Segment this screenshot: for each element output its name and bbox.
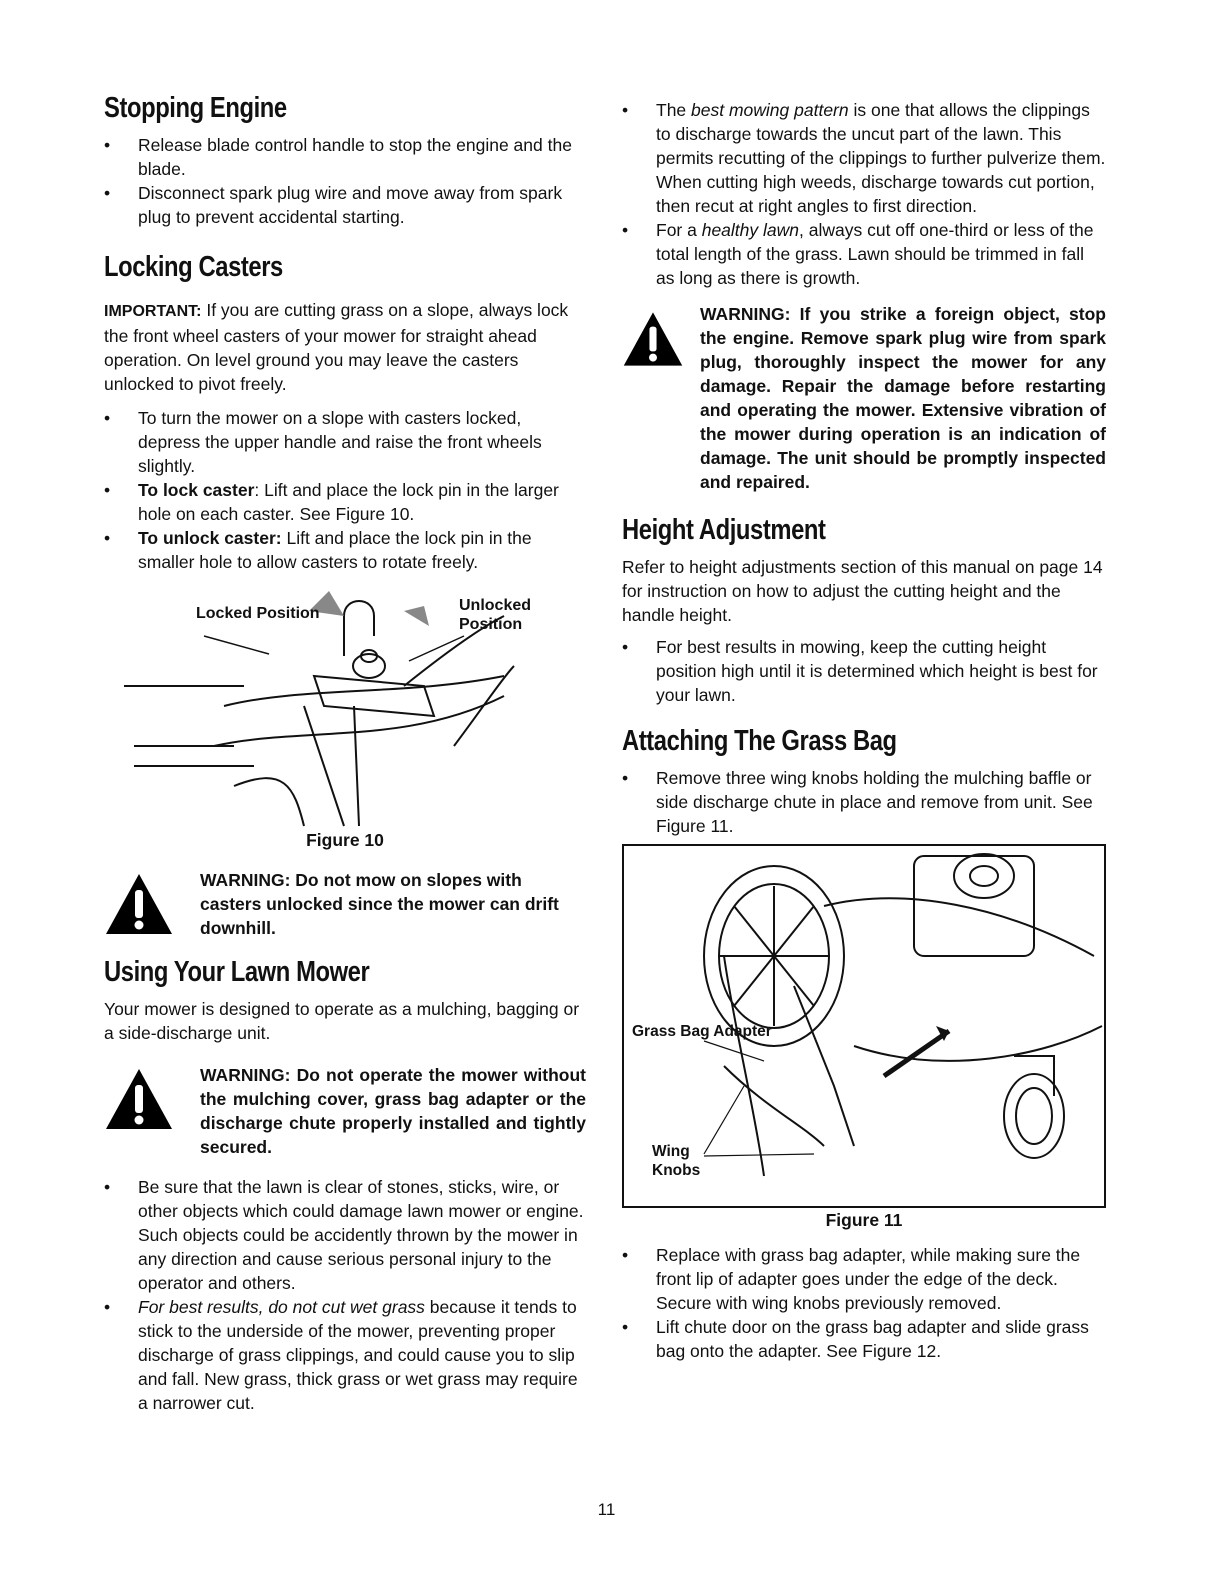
warning-mulching-cover: WARNING: Do not operate the mower without the mulching cover, grass bag adapter or the discharge chute properly installed and tightly secured. [104,1063,586,1159]
list-item: • To lock caster: Lift and place the lock pin in the larger hole on each caster. See Figure 10. [104,480,559,524]
section-title-using-mower: Using Your Lawn Mower [104,956,370,988]
list-item: • To turn the mower on a slope with casters locked, depress the upper handle and raise the front wheels slightly. [104,408,542,476]
list-item: • Disconnect spark plug wire and move away from spark plug to prevent accidental starting. [104,183,563,227]
right-column [622,98,1106,1363]
section-title-stopping-engine: Stopping Engine [104,92,287,124]
list-item: • To unlock caster: Lift and place the lock pin in the smaller hole to allow casters to rotate freely. [104,528,532,572]
warning-triangle-icon [622,310,684,368]
section-title-locking-casters: Locking Casters [104,251,283,283]
list-item: • Replace with grass bag adapter, while making sure the front lip of adapter goes under the edge of the deck. Secure with wing knobs previously removed. [622,1245,1081,1313]
list-item: • The best mowing pattern is one that allows the clippings to discharge towards the uncut part of the lawn. This permits recutting of the clippings to further pulverize them. When cutting high weeds, discharge towards cut portion, then recut at right angles to first direction. [622,100,1106,216]
left-column [104,92,586,1415]
important-paragraph: IMPORTANT: If you are cutting grass on a slope, always lock the front wheel casters of your mower for straight ahead operation. On level ground you may leave the casters unlocked to pivot freely. [104,300,569,394]
using-list [104,1175,586,1415]
mowing-list [622,98,1106,290]
locked-position-label: Locked Position [196,605,320,622]
stopping-list [104,133,586,229]
grass-bag-adapter-label: Grass Bag Adapter [632,1023,772,1040]
wing-knobs-label: Wing Knobs [652,1143,701,1179]
casters-list [104,406,586,574]
list-item: • For best results in mowing, keep the cutting height position high until it is determined which height is best for your lawn. [622,637,1098,705]
section-title-grass-bag: Attaching The Grass Bag [622,725,897,757]
page-number: 11 [597,1500,616,1519]
list-item: • Remove three wing knobs holding the mulching baffle or side discharge chute in place and remove from unit. See Figure 11. [622,768,1093,836]
height-intro: Refer to height adjustments section of this manual on page 14 for instruction on how to adjust the cutting height and the handle height. [622,557,1103,625]
using-intro: Your mower is designed to operate as a mulching, bagging or a side-discharge unit. [104,999,580,1043]
list-item: • Release blade control handle to stop the engine and the blade. [104,135,572,179]
height-list [622,635,1106,707]
unlocked-position-label: Unlocked Position [459,597,532,633]
list-item: • Be sure that the lawn is clear of stones, sticks, wire, or other objects which could damage lawn mower or engine. Such objects could be accidently thrown by the mower in any direction and cause serious personal injury to the operator and others. [104,1177,584,1293]
warning-triangle-icon [104,1067,174,1131]
bag-list-2 [622,1243,1106,1363]
figure-10 [104,586,586,856]
list-item: • For a healthy lawn, always cut off one-third or less of the total length of the grass. Lawn should be trimmed in fall as long as there is growth. [622,220,1094,288]
warning-foreign-object: WARNING: If you strike a foreign object, stop the engine. Remove spark plug wire from spark plug, thoroughly inspect the mower for any damage. Repair the damage before restarting and operating the mower. Extensive vibration of the mower during operation is an indication of damage. The unit should be promptly inspected and repaired. [622,302,1106,494]
figure-11 [622,844,1106,1208]
figure-11-caption: Figure 11 [825,1210,903,1230]
section-title-height-adjustment: Height Adjustment [622,514,826,546]
list-item: • For best results, do not cut wet grass because it tends to stick to the underside of the mower, preventing proper discharge of grass clippings, and could cause you to slip and fall. New grass, thick grass or wet grass may require a narrower cut. [104,1297,578,1413]
bag-list-1 [622,766,1106,838]
figure-10-caption: Figure 10 [306,830,384,850]
list-item: • Lift chute door on the grass bag adapter and slide grass bag onto the adapter. See Figure 12. [622,1317,1089,1361]
warning-triangle-icon [104,872,174,936]
warning-slopes: WARNING: Do not mow on slopes with casters unlocked since the mower can drift downhill. [104,868,586,940]
